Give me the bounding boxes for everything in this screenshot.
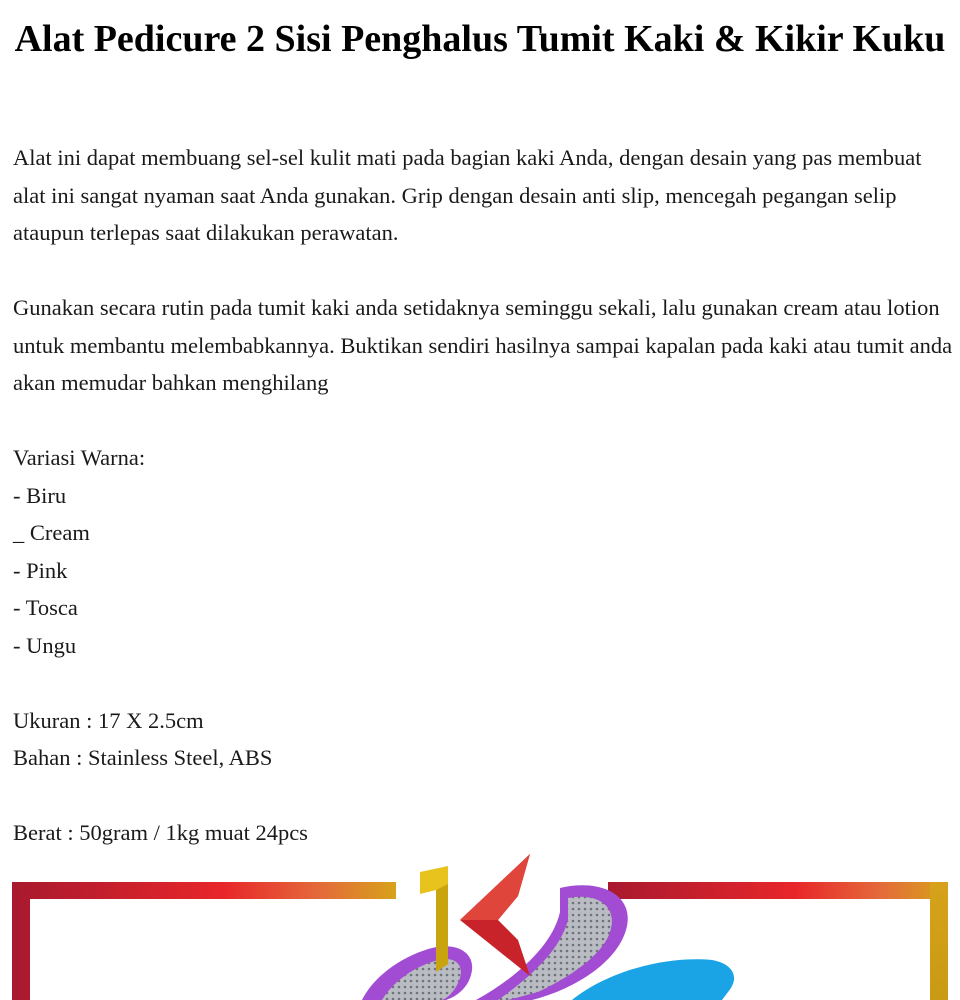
variant-item: _ Cream <box>13 520 90 545</box>
product-title: Alat Pedicure 2 Sisi Penghalus Tumit Kaki & Kikir Kuku <box>14 18 946 60</box>
spec-material: Bahan : Stainless Steel, ABS <box>13 745 273 770</box>
variant-item: - Pink <box>13 557 68 583</box>
pedicure-tool-image <box>362 885 734 1000</box>
description-paragraph-1: Alat ini dapat membuang sel-sel kulit mati pada bagian kaki Anda, dengan desain yang pas membuat alat ini sangat nyaman saat Anda gunakan. Grip dengan desain anti slip, mencegah pegangan selip ataupun terlepas saat dilakukan perawatan. <box>13 145 922 245</box>
spacer <box>13 252 953 290</box>
variants-heading: Variasi Warna: <box>13 445 146 470</box>
brand-logo-icon <box>420 854 530 976</box>
spec-weight: Berat : 50gram / 1kg muat 24pcs <box>13 820 308 845</box>
variant-item: - Ungu <box>13 632 77 658</box>
description-paragraph-2: Gunakan secara rutin pada tumit kaki anda setidaknya seminggu sekali, lalu gunakan cream atau lotion untuk membantu melembabkannya. Buktikan sendiri hasilnya sampai kapalan pada kaki atau tumit anda akan memudar bahkan menghilang <box>13 295 953 395</box>
product-image <box>12 852 948 1000</box>
spec-size: Ukuran : 17 X 2.5cm <box>13 707 204 733</box>
spacer <box>13 664 953 702</box>
frame-border <box>12 882 948 1000</box>
variant-item: - Biru <box>13 482 67 508</box>
product-image-banner <box>12 852 948 1000</box>
spacer <box>13 402 953 440</box>
spacer <box>13 777 953 815</box>
product-description <box>13 139 953 852</box>
variant-item: - Tosca <box>13 595 78 620</box>
